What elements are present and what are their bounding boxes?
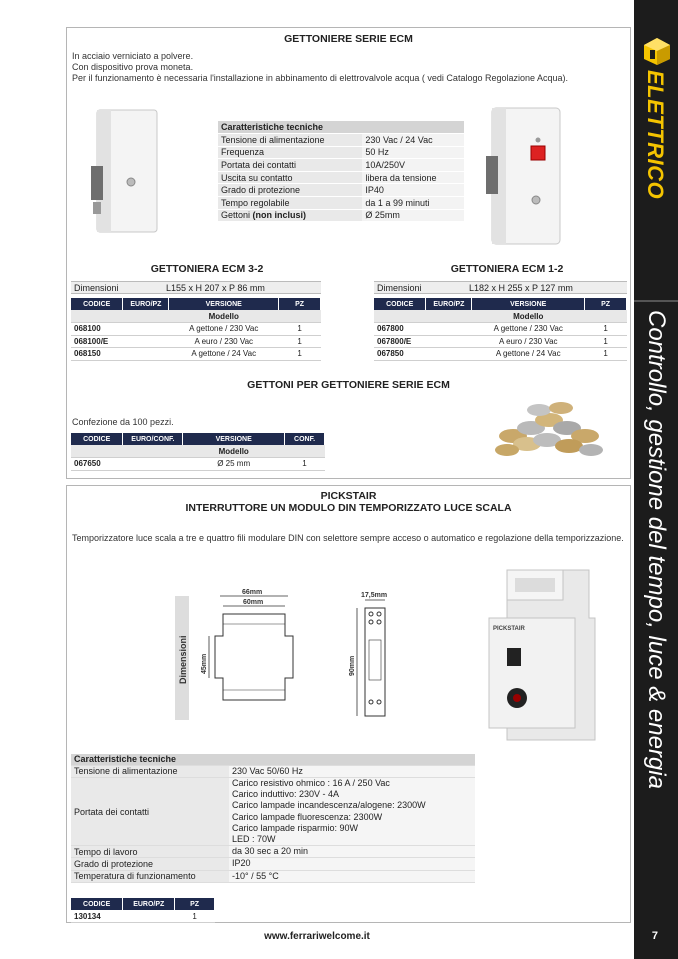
tokens-pack: Confezione da 100 pezzi. (72, 417, 174, 427)
depth-value: 17,5mm (361, 592, 388, 599)
pickstair-description: Temporizzatore luce scala a tre e quattro fili modulare DIN con selettore sempre acceso o automatico e regolazione della temporizzazione. (72, 533, 624, 543)
spec-key: Grado di protezione (218, 184, 362, 197)
dimensions-row-ecm-1-2: Dimensioni L182 x H 255 x P 127 mm (374, 281, 627, 294)
spec-value: 230 Vac 50/60 Hz (229, 765, 475, 777)
tokens-table: CODICE EURO/CONF. VERSIONE CONF. Modello 067650 Ø 25 mm 1 (71, 433, 325, 471)
dimensions-row-ecm-3-2: Dimensioni L155 x H 207 x P 86 mm (71, 281, 321, 294)
sidebar-divider (634, 300, 678, 302)
full-height-value: 90mm (349, 655, 356, 676)
table-row: 068100 A gettone / 230 Vac 1 (71, 323, 321, 336)
dimensions-drawing (175, 584, 405, 726)
spec-value: IP20 (229, 858, 475, 870)
spec-header: Caratteristiche tecniche (71, 754, 475, 765)
section-label: Controllo, gestione del tempo, luce & energia (643, 310, 670, 789)
tokens-title: GETTONI PER GETTONIERE SERIE ECM (247, 379, 450, 391)
pickstair-device-image (477, 564, 607, 744)
spec-key: Tempo di lavoro (71, 846, 229, 858)
spec-value: da 1 a 99 minuti (362, 197, 464, 210)
product-table-ecm-3-2: CODICE EURO/PZ VERSIONE PZ Modello 068100 A gettone / 230 Vac 1 068100/E A euro / 230 Vac 1 068150 A gettone / 24 Vac 1 (71, 298, 321, 361)
dimensions-label: Dimensioni (178, 635, 188, 684)
spec-value: 230 Vac / 24 Vac (362, 134, 464, 147)
table-row: 067850 A gettone / 24 Vac 1 (374, 348, 627, 361)
ecm-spec-table (218, 121, 464, 222)
spec-key: Portata dei contatti (71, 777, 229, 845)
spec-value: libera da tensione (362, 171, 464, 184)
model-title-ecm-3-2: GETTONIERA ECM 3-2 (150, 263, 264, 275)
table-row: 067800 A gettone / 230 Vac 1 (374, 323, 627, 336)
spec-value: da 30 sec a 20 min (229, 846, 475, 858)
width-total: 66mm (242, 589, 263, 596)
spec-header: Caratteristiche tecniche (218, 121, 464, 134)
ecm-section (66, 27, 631, 479)
category-sidebar (634, 0, 678, 959)
coins-image (487, 390, 609, 462)
coin-box-image-ecm-1-2 (482, 104, 564, 248)
table-row: 067800/E A euro / 230 Vac 1 (374, 335, 627, 348)
pickstair-section (66, 485, 631, 923)
spec-value: Carico resistivo ohmico : 16 A / 250 Vac Carico induttivo: 230V - 4A Carico lampade incandescenza/alogene: 2300W Carico lampade fluorescenza: 2300W Carico lampade risparmio: 90W LED : 70W (229, 777, 475, 845)
spec-value: 50 Hz (362, 146, 464, 159)
cube-logo-icon (642, 36, 672, 66)
pickstair-subtitle: INTERRUTTORE UN MODULO DIN TEMPORIZZATO LUCE SCALA (185, 502, 512, 514)
footer-url[interactable]: www.ferrariwelcome.it (264, 931, 370, 942)
ecm-title: GETTONIERE SERIE ECM (284, 33, 413, 45)
spec-value: -10° / 55 °C (229, 870, 475, 882)
pickstair-spec-table (71, 754, 475, 883)
spec-key: Gettoni (non inclusi) (218, 209, 362, 222)
width-inner: 60mm (243, 599, 264, 606)
spec-key: Frequenza (218, 146, 362, 159)
table-row: 068150 A gettone / 24 Vac 1 (71, 348, 321, 361)
spec-key: Portata dei contatti (218, 159, 362, 172)
product-table-ecm-1-2: CODICE EURO/PZ VERSIONE PZ Modello 067800 A gettone / 230 Vac 1 067800/E A euro / 230 Vac 1 067850 A gettone / 24 Vac 1 (374, 298, 627, 361)
table-row: 068100/E A euro / 230 Vac 1 (71, 335, 321, 348)
ecm-intro-2: Con dispositivo prova moneta. (72, 62, 194, 72)
table-row: 130134 1 (71, 910, 215, 923)
spec-key: Tempo regolabile (218, 197, 362, 210)
model-title-ecm-1-2: GETTONIERA ECM 1-2 (450, 263, 564, 275)
ecm-intro-3: Per il funzionamento è necessaria l'installazione in abbinamento di elettrovalvole acqua ( vedi Catalogo Regolazione Acqua). (72, 73, 569, 83)
coin-box-image-ecm-3-2 (89, 106, 161, 236)
spec-value: Ø 25mm (362, 209, 464, 222)
pickstair-title: PICKSTAIR (320, 490, 377, 502)
spec-key: Grado di protezione (71, 858, 229, 870)
height-value: 45mm (201, 653, 208, 674)
spec-key: Temperatura di funzionamento (71, 870, 229, 882)
spec-value: IP40 (362, 184, 464, 197)
table-row: 067650 Ø 25 mm 1 (71, 458, 325, 471)
spec-key: Tensione di alimentazione (71, 765, 229, 777)
spec-key: Tensione di alimentazione (218, 134, 362, 147)
spec-value: 10A/250V (362, 159, 464, 172)
ecm-intro-1: In acciaio verniciato a polvere. (72, 51, 194, 61)
page-number: 7 (651, 930, 658, 942)
device-label: PICKSTAIR (493, 626, 525, 632)
pickstair-product-table: CODICE EURO/PZ PZ 130134 1 (71, 898, 215, 923)
category-label: ELETTRICO (643, 70, 668, 200)
spec-key: Uscita su contatto (218, 171, 362, 184)
